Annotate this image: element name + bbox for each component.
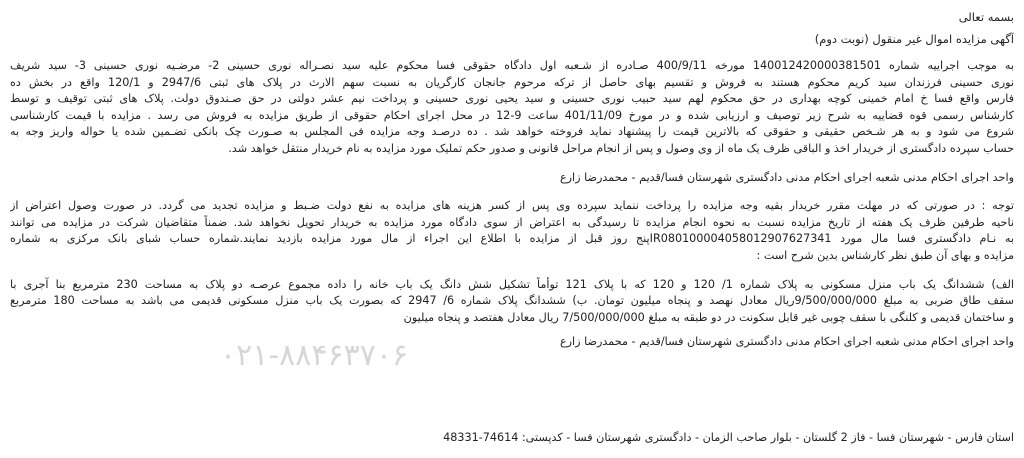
signature-line: واحد اجرای احکام مدنی شعبه اجرای احکام مدنی دادگستری شهرستان فسا/قدیم - محمدرضا زارع	[559, 170, 1014, 184]
body-line: شروع می شود و به هر شـخص حقیقی و حقوقی که بالاترین قیمت را پیشنهاد نماید فروخته خواهد شد . ده درصـد وجه مزایده فی المجلس به صـورت چک بانکی تضـمین شده یا حواله واریز وجه به	[10, 125, 1014, 139]
body-line: فارس واقع فسا خ امام خمینی کوچه بهداری در حق محکوم لهم سید حبیب نوری حسینی و سید یحیی نوری حسینی و پرداخت نیم عشر دولتی در حق صـندوق دولت. پلاک های ثبتی توقیف و توسط	[10, 92, 1014, 106]
signature-line: واحد اجرای احکام مدنی شعبه اجرای احکام مدنی دادگستری شهرستان فسا/قدیم - محمدرضا زارع	[559, 335, 1014, 349]
spacer	[10, 50, 1014, 58]
body-line: نوری حسینی فرزندان سید کریم محکوم هستند به فروش و تقسیم بهای حاصل از ترکه مرحوم جانجان کارگریان به نسبت سهم الارث در پلاک های ثبتی 2947/6 و 120/1 واقع در بخش ده	[10, 75, 1014, 89]
item-line: و ساختمان قدیمی و کلنگی با سقف چوبی غیر قابل سکونت در دو طبقه به مبلغ 7/500/000/000 ریال معادل هفتصد و پنجاه میلیون	[403, 310, 1014, 324]
note-line: ناحیه طرفین ظرف یک هفته از تاریخ مزایده نسبت به نحوه انجام مزایده تا رسیدگی به اعتراض از سوی دادگاه مورد مزایده به خریدار تحویل نخواهد شد. ضمناً متقاضیان شرکت در مزایده می توانند	[10, 215, 1014, 229]
spacer	[10, 265, 1014, 277]
note-line: به نـام دادگستری فسا مال مورد IR080100004058012907627341پنج روز قبل از مزایده با اطلاع این اجراء از مال مورد مزایده بازدید نمایند.شماره حساب شبای بانک مرکزی به شماره	[10, 232, 1014, 246]
spacer	[10, 186, 1014, 198]
note-line: مزایده و بهای آن طبق نظر کارشناس بدین شرح است :	[756, 248, 1014, 262]
note-line: توجه : در صورتی که در مهلت مقرر خریدار بقیه وجه مزایده را پرداخت ننماید سپرده وی پس از کسر هزینه های مزایده به نفع دولت ضـبط و مزایده تجدید می گردد. در صورت وصول اعتراض از	[10, 199, 1014, 213]
item-line: الف) ششدانگ یک باب منزل مسکونی به پلاک شماره 1/ 120 و 120 که با پلاک 121 توأماً تشکیل شش دانگ یک باب خانه را داده مجموع عرصـه دو پلاک به مساحت 230 مترمربع بنا آجری با	[10, 277, 1014, 291]
body-line: کارشناس رسمی قوه قضاییه به شرح زیر توصیف و ارزیابی شده و در مورخ 401/11/09 ساعت 9-12 در محل اجرای احکام حقوقی از طریق مزایده به فروش می رسد . مزایده با قیمت کارشناسی	[10, 108, 1014, 122]
body-line: حساب سپرده دادگستری از خریدار اخذ و الباقی ظرف یک ماه از وی وصول و پس از انجام مراحل قانونی و صدور حکم تملیک مورد مزایده به نام خریدار منتقل خواهد شد.	[228, 141, 1014, 155]
page-title: آگهی مزایده اموال غیر منقول (نوبت دوم)	[814, 32, 1014, 46]
spacer	[10, 158, 1014, 170]
body-line: به موجب اجراییه شماره 140012420000381501 مورخه 400/9/11 صـادره از شـعبه اول دادگاه حقوقی فسا محکوم علیه سید نصـراله نوری حسینی 2- مرضـیه نوری حسینی 3- سید شریف	[10, 59, 1014, 72]
spacer	[10, 326, 1014, 334]
items-paragraph	[10, 277, 1014, 327]
footer-address: استان فارس - شهرستان فسا - فاز 2 گلستان - بلوار صاحب الزمان - دادگستری شهرستان فسا - کدپستی: 74614-48331	[443, 431, 1014, 444]
note-paragraph	[10, 198, 1014, 264]
body-paragraph	[10, 58, 1014, 158]
basmala-heading: بسمه تعالی	[958, 10, 1014, 24]
item-line: سقف طاق ضربی به مبلغ 9/500/000/000ریال معادل نهصد و پنجاه میلیون تومان. ب) ششدانگ پلاک شماره 6/ 2947 که بصورت یک باب منزل مسکونی قدیمی می باشد به مساحت 180 مترمربع	[10, 294, 1014, 308]
watermark-phone: ۰۲۱-۸۸۴۶۳۷۰۶	[220, 338, 409, 373]
